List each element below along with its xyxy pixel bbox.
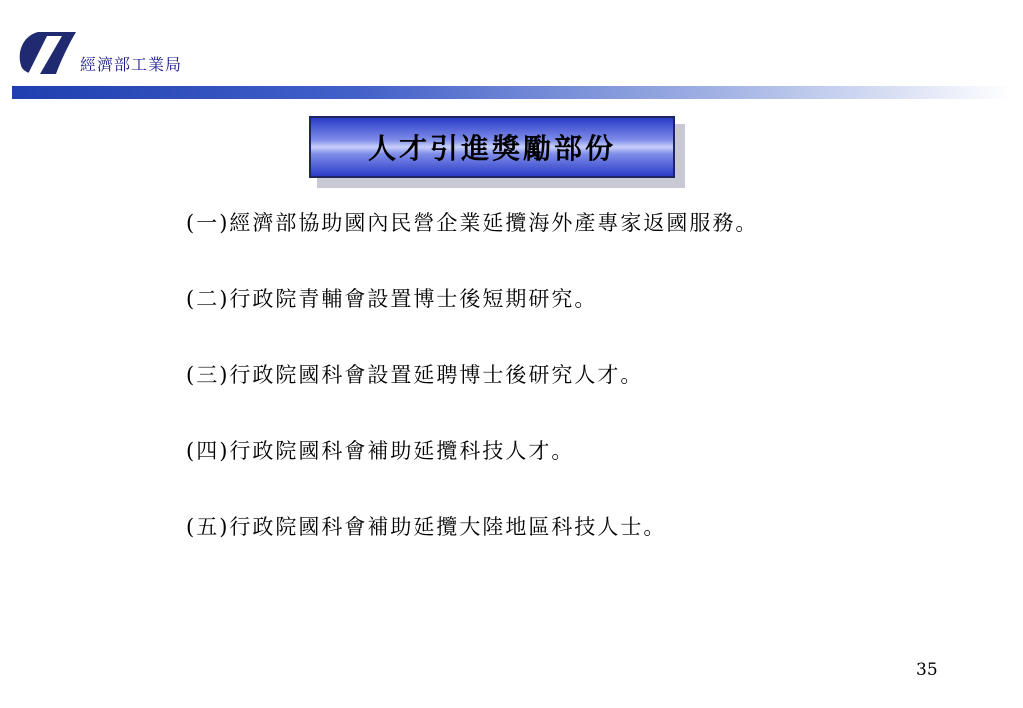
item-list	[186, 210, 758, 590]
list-item	[186, 438, 758, 464]
page-number: 35	[916, 660, 938, 680]
item-marker: (三)	[186, 363, 230, 387]
list-item	[186, 514, 758, 540]
item-text: 行政院國科會設置延聘博士後研究人才。	[229, 363, 644, 387]
list-item	[186, 210, 758, 236]
bureau-logo-icon	[16, 28, 76, 76]
item-text: 經濟部協助國內民營企業延攬海外產專家返國服務。	[229, 211, 759, 235]
list-item	[186, 286, 758, 312]
item-marker: (五)	[186, 515, 230, 539]
item-text: 行政院青輔會設置博士後短期研究。	[229, 287, 598, 311]
title-box	[309, 116, 675, 178]
item-marker: (二)	[186, 287, 230, 311]
item-text: 行政院國科會補助延攬大陸地區科技人士。	[229, 515, 667, 539]
item-marker: (一)	[186, 211, 230, 235]
list-item	[186, 362, 758, 388]
header-gradient-bar	[12, 86, 1012, 99]
item-marker: (四)	[186, 439, 230, 463]
item-text: 行政院國科會補助延攬科技人才。	[229, 439, 575, 463]
org-name: 經濟部工業局	[80, 55, 183, 74]
page-title: 人才引進獎勵部份	[367, 132, 616, 165]
